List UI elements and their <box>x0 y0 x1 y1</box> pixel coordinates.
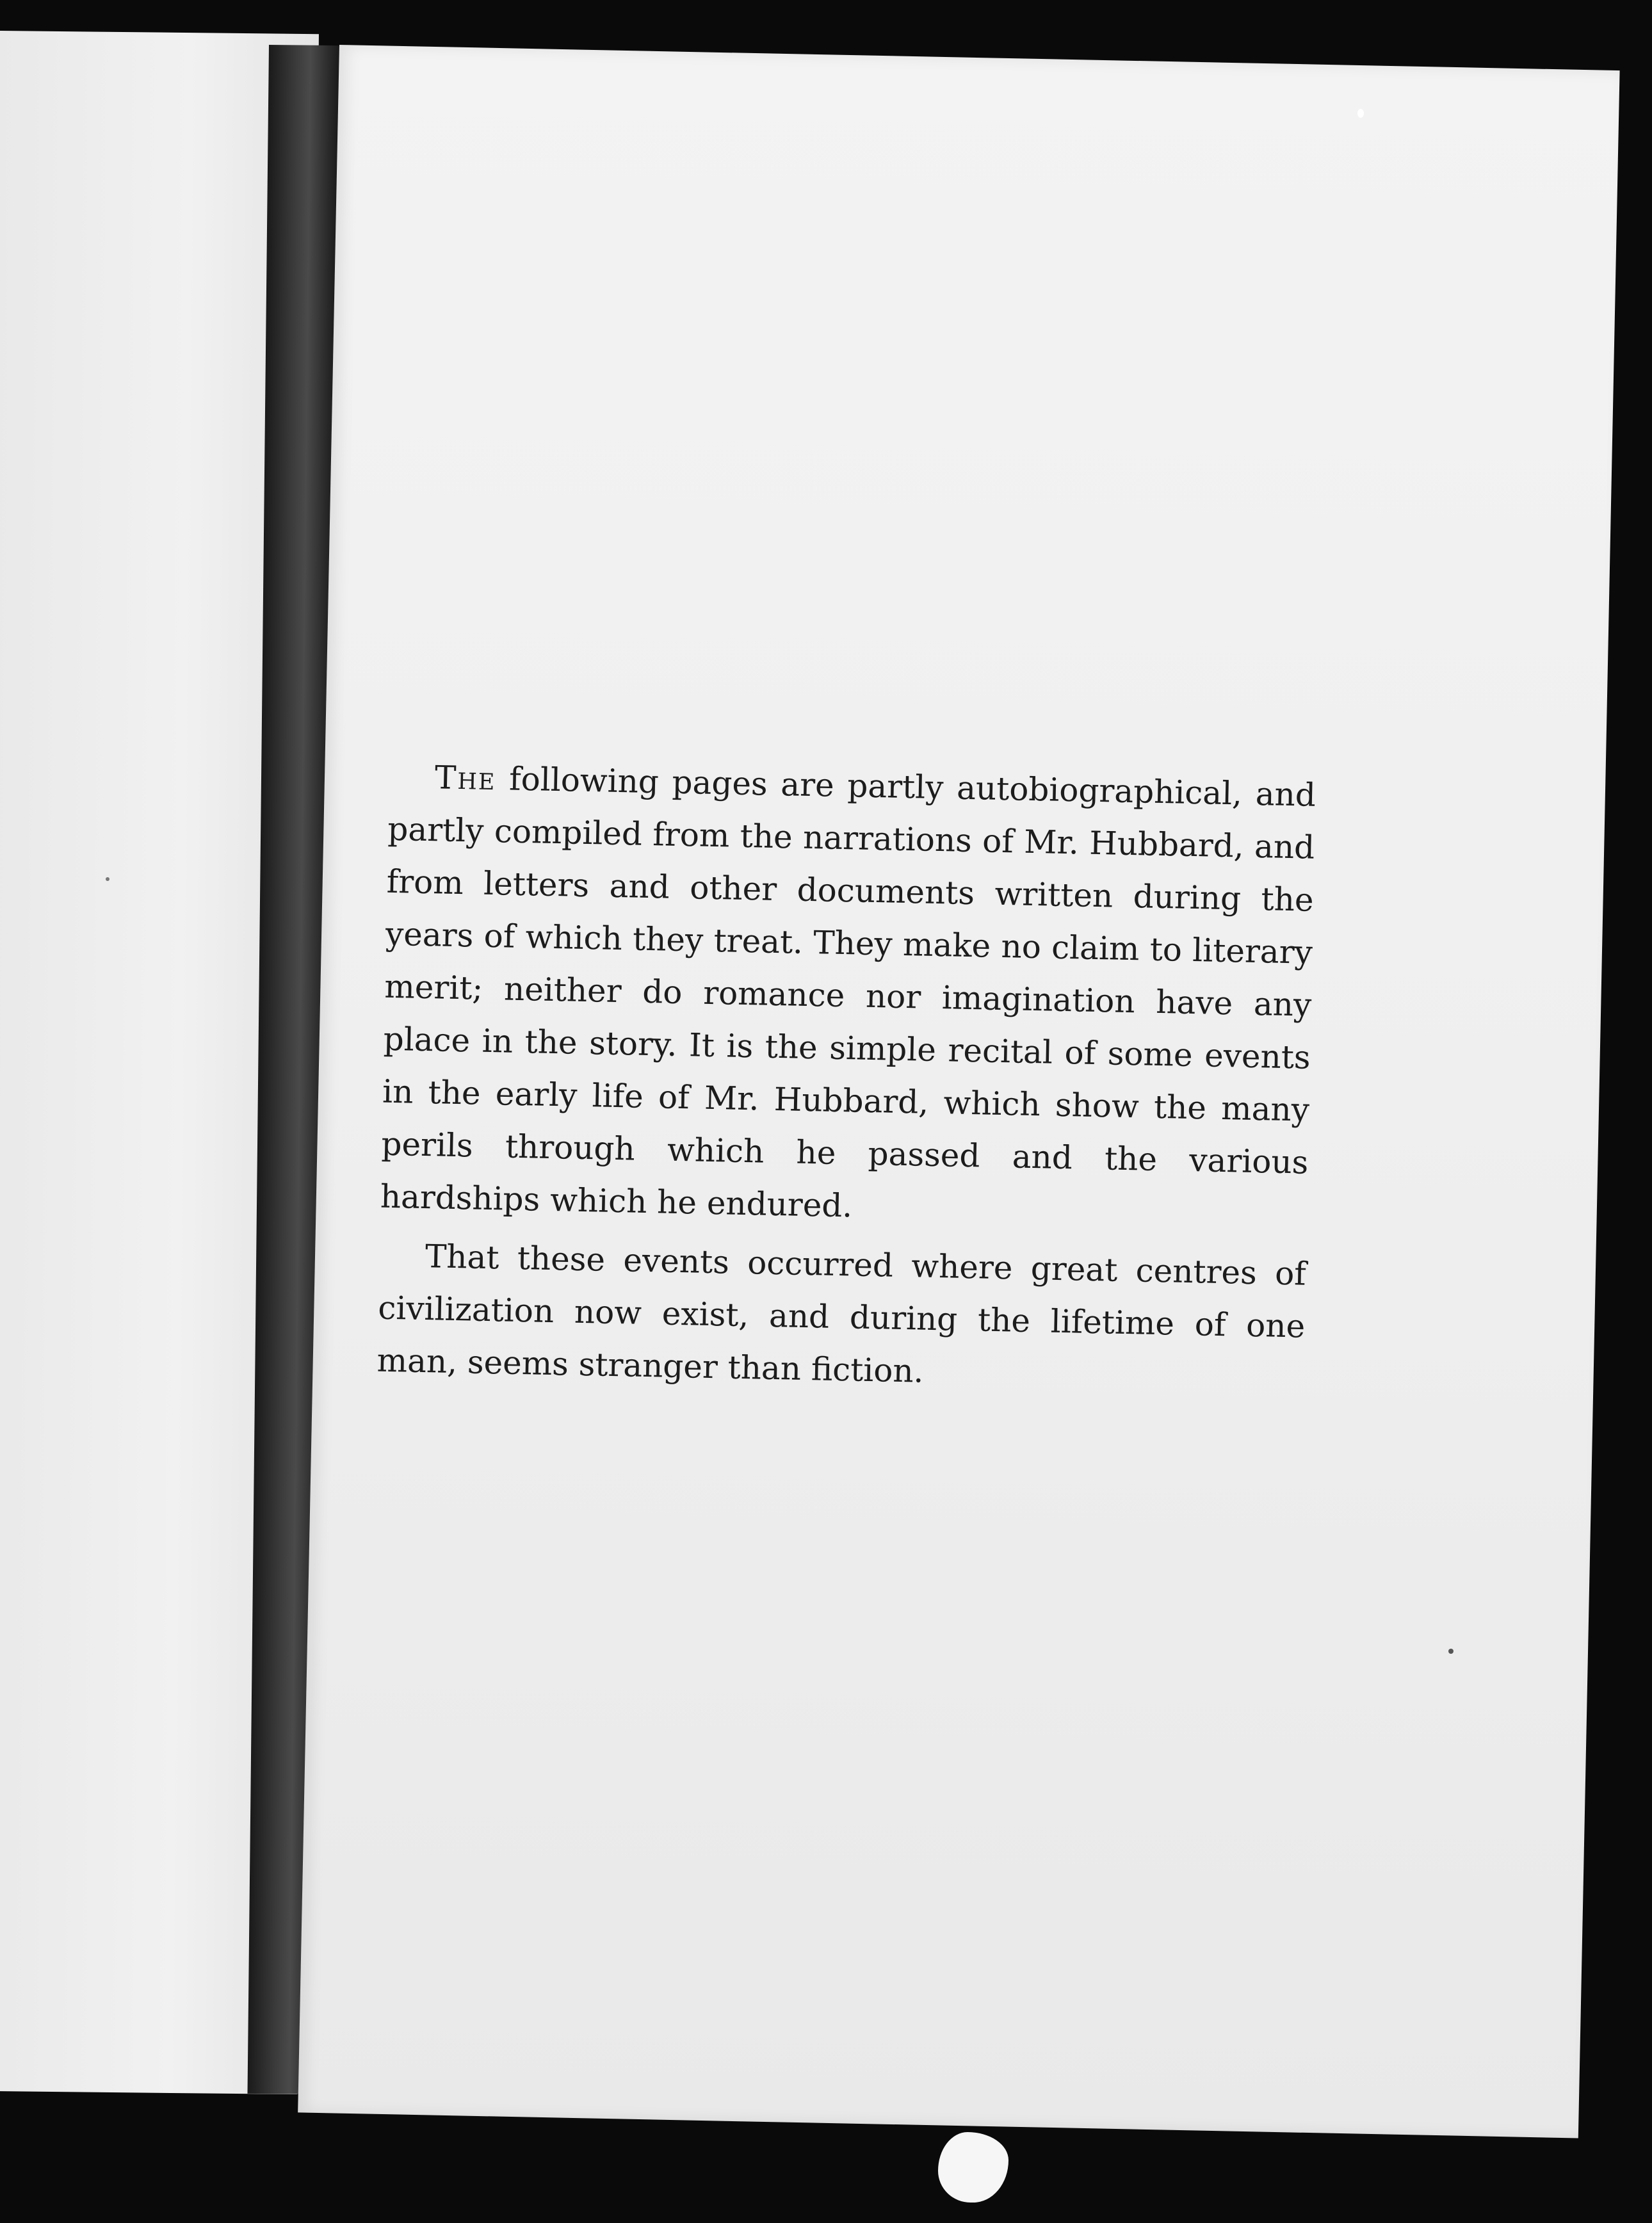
paragraph-2-body: That these events occurred where great centres of civilization now exist, and during the lifetime of one man, seems stranger than fiction. <box>377 1238 1307 1390</box>
paragraph-1-body: following pages are partly autobiographical, and partly compiled from the narrations of Mr. Hubbard, and from letters and other documents written during the years of which they treat. They make no claim to literary merit; neither do romance nor imagination have any place in the story. It is the simple recital of some events in the early life of Mr. Hubbard, which show the many perils through which he passed and the various hardships which he endured. <box>380 760 1316 1225</box>
scan-speck <box>106 877 109 881</box>
paragraph-1 <box>380 750 1316 1241</box>
preface-text <box>377 750 1316 1412</box>
scan-speck <box>1448 1649 1454 1654</box>
paragraph-2 <box>377 1229 1307 1405</box>
right-page <box>298 45 1619 2138</box>
scan-speck <box>1357 109 1364 118</box>
paragraph-1-lead: The <box>434 759 497 798</box>
